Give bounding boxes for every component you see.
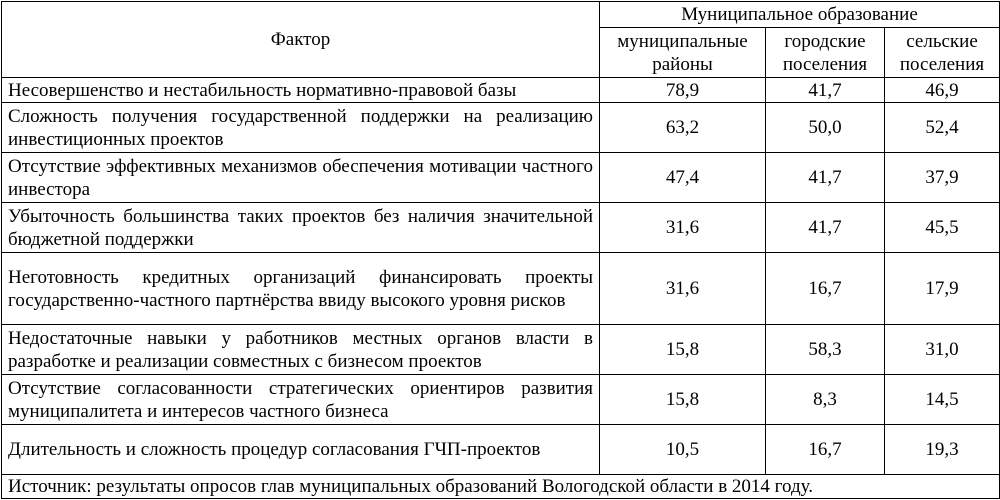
source-note: Источник: результаты опросов глав муниципальных образований Вологодской области в 2014 году. [2, 475, 1000, 499]
value-cell: 31,0 [885, 325, 1000, 375]
value-cell: 16,7 [766, 425, 885, 475]
factor-cell: Недостаточные навыки у работников местных органов власти в разработке и реализации совместных с бизнесом проектов [2, 325, 600, 375]
header-rural-settlements: сельские поселения [885, 28, 1000, 78]
table-row [2, 153, 1000, 203]
value-cell: 14,5 [885, 375, 1000, 425]
table-row [2, 253, 1000, 325]
value-cell: 15,8 [600, 325, 766, 375]
factor-cell: Отсутствие эффективных механизмов обеспечения мотивации частного инвестора [2, 153, 600, 203]
table-row [2, 203, 1000, 253]
factor-cell: Длительность и сложность процедур согласования ГЧП-проектов [2, 425, 600, 475]
factor-cell: Убыточность большинства таких проектов без наличия значительной бюджетной поддержки [2, 203, 600, 253]
factor-cell: Сложность получения государственной поддержки на реализацию инвестиционных проектов [2, 103, 600, 153]
factor-cell: Несовершенство и нестабильность нормативно-правовой базы [2, 78, 600, 103]
factor-cell: Отсутствие согласованности стратегических ориентиров развития муниципалитета и интересов частного бизнеса [2, 375, 600, 425]
value-cell: 8,3 [766, 375, 885, 425]
value-cell: 16,7 [766, 253, 885, 325]
value-cell: 52,4 [885, 103, 1000, 153]
value-cell: 63,2 [600, 103, 766, 153]
header-municipal-districts: муниципальные районы [600, 28, 766, 78]
value-cell: 31,6 [600, 253, 766, 325]
header-municipal-formation: Муниципальное образование [600, 2, 1000, 28]
value-cell: 46,9 [885, 78, 1000, 103]
value-cell: 47,4 [600, 153, 766, 203]
table-row [2, 325, 1000, 375]
value-cell: 31,6 [600, 203, 766, 253]
value-cell: 10,5 [600, 425, 766, 475]
value-cell: 45,5 [885, 203, 1000, 253]
factor-cell: Неготовность кредитных организаций финансировать проекты государственно-частного партнёрства ввиду высокого уровня рисков [2, 253, 600, 325]
value-cell: 78,9 [600, 78, 766, 103]
value-cell: 17,9 [885, 253, 1000, 325]
factors-table [1, 1, 1000, 499]
table-row [2, 425, 1000, 475]
header-urban-settlements: городские поселения [766, 28, 885, 78]
value-cell: 19,3 [885, 425, 1000, 475]
value-cell: 41,7 [766, 203, 885, 253]
value-cell: 41,7 [766, 78, 885, 103]
value-cell: 58,3 [766, 325, 885, 375]
value-cell: 37,9 [885, 153, 1000, 203]
header-factor: Фактор [2, 2, 600, 78]
value-cell: 41,7 [766, 153, 885, 203]
value-cell: 15,8 [600, 375, 766, 425]
table-row [2, 375, 1000, 425]
value-cell: 50,0 [766, 103, 885, 153]
table-row [2, 78, 1000, 103]
table-row [2, 103, 1000, 153]
